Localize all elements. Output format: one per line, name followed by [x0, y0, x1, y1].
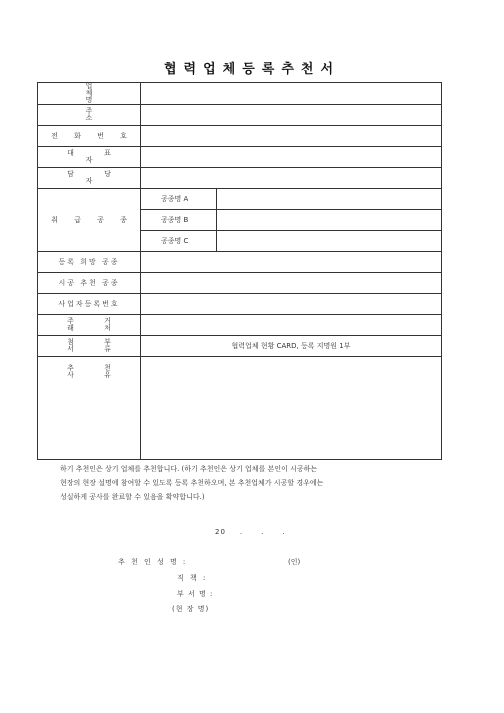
- label-manager: 담 당 자: [38, 168, 141, 189]
- label-ceo: 대 표 자: [38, 147, 141, 168]
- field-desired[interactable]: [141, 252, 442, 273]
- label-category-b: 공종명 B: [141, 210, 217, 231]
- label-clients: 주 거 래 처: [38, 315, 141, 336]
- recommendation-statement: [60, 462, 440, 504]
- field-category-a[interactable]: [217, 189, 442, 210]
- statement-line-1: 하기 추천인은 상기 업체를 추천합니다. (하기 추천인은 상기 업체를 본인이 시공하는: [60, 465, 318, 473]
- label-category-a: 공종명 A: [141, 189, 217, 210]
- department-label: 부 서 명 :: [177, 590, 214, 598]
- field-address[interactable]: [141, 105, 442, 126]
- row-clients: [38, 315, 442, 336]
- site-name-label: (현 장 명): [172, 605, 210, 613]
- label-address: 주 소: [38, 105, 141, 126]
- date-sep-1: .: [239, 528, 244, 536]
- row-construction: [38, 273, 442, 294]
- label-phone: 전 화 번 호: [38, 126, 141, 147]
- row-reason: [38, 357, 442, 460]
- label-reason: 추 천 사 유: [38, 357, 141, 460]
- field-phone[interactable]: [141, 126, 442, 147]
- field-clients[interactable]: [141, 315, 442, 336]
- row-ceo: [38, 147, 442, 168]
- label-attachments: 첨 부 서 류: [38, 336, 141, 357]
- row-attachments: [38, 336, 442, 357]
- field-category-b[interactable]: [217, 210, 442, 231]
- row-manager: [38, 168, 442, 189]
- position-label: 직 책 :: [177, 574, 208, 582]
- field-manager[interactable]: [141, 168, 442, 189]
- recommendation-form-table: [37, 82, 442, 460]
- label-desired: 등록 희망 공종: [38, 252, 141, 273]
- label-category-c: 공종명 C: [141, 231, 217, 252]
- row-company: [38, 83, 442, 105]
- date-sep-2: .: [261, 528, 265, 536]
- field-biz-no[interactable]: [141, 294, 442, 315]
- date-year: 20: [215, 528, 226, 536]
- field-reason[interactable]: [141, 357, 442, 460]
- field-company[interactable]: [141, 83, 442, 105]
- recommender-name-label: 추 천 인 성 명 :: [118, 558, 188, 566]
- document-title: 협력업체등록추천서: [163, 62, 341, 77]
- statement-line-3: 성실하게 공사를 완료할 수 있음을 확약합니다.): [60, 493, 205, 501]
- label-construction: 시공 추천 공종: [38, 273, 141, 294]
- seal-mark: (인): [288, 558, 301, 566]
- row-address: [38, 105, 442, 126]
- label-biz-no: 사업자등록번호: [38, 294, 141, 315]
- label-category: 취 급 공 종: [38, 189, 141, 252]
- label-company: 업 체 명: [38, 83, 141, 105]
- row-category-a: [38, 189, 442, 210]
- field-category-c[interactable]: [217, 231, 442, 252]
- date-sep-3: .: [282, 528, 286, 536]
- field-construction[interactable]: [141, 273, 442, 294]
- row-desired: [38, 252, 442, 273]
- statement-line-2: 현장의 현장 설명에 참여할 수 있도록 등록 추천하오며, 본 추천업체가 시공할 경우에는: [60, 479, 324, 487]
- field-ceo[interactable]: [141, 147, 442, 168]
- row-phone: [38, 126, 442, 147]
- date-line: [215, 528, 286, 536]
- field-attachments: 협력업체 현황 CARD, 등록 지명원 1부: [141, 336, 442, 357]
- row-biz-no: [38, 294, 442, 315]
